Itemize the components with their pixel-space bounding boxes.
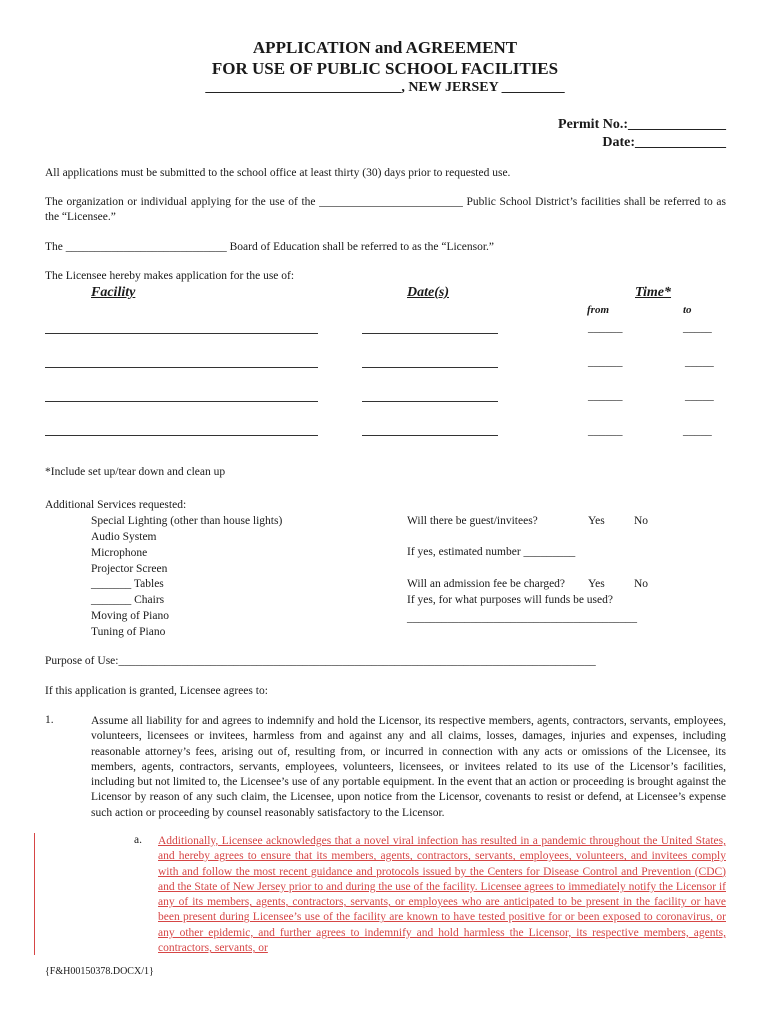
facility-field[interactable]: [45, 333, 318, 334]
document-footer-id: {F&H00150378.DOCX/1}: [45, 966, 154, 977]
document-title-location: ____________________________, NEW JERSEY _________: [205, 80, 565, 95]
organization-paragraph: The organization or individual applying for the use of the _________________________ Public School District’s facilities shall be referred to as the “Licensee.”: [45, 196, 726, 224]
additional-services-heading: Additional Services requested:: [45, 499, 187, 511]
date-field[interactable]: [362, 435, 498, 436]
date-field[interactable]: [362, 367, 498, 368]
time-to-label: to: [683, 304, 692, 316]
admission-yes-option[interactable]: Yes: [588, 578, 605, 590]
time-to-field[interactable]: _____: [685, 390, 714, 402]
facility-field[interactable]: [45, 435, 318, 436]
service-item: Tuning of Piano: [91, 626, 166, 638]
time-to-field[interactable]: _____: [683, 425, 712, 437]
application-intro: The Licensee hereby makes application for the use of:: [45, 270, 295, 282]
revision-change-bar: [34, 833, 35, 955]
document-title-line2: FOR USE OF PUBLIC SCHOOL FACILITIES: [211, 59, 559, 78]
service-item-tables[interactable]: _______ Tables: [91, 578, 164, 590]
facility-field[interactable]: [45, 401, 318, 402]
time-from-field[interactable]: ______: [588, 322, 623, 334]
service-item: Special Lighting (other than house lights): [91, 515, 283, 527]
item-1-number: 1.: [45, 714, 54, 726]
funds-question: If yes, for what purposes will funds be used?: [407, 594, 613, 606]
funds-purpose-field[interactable]: ________________________________________: [407, 612, 637, 624]
time-to-field[interactable]: _____: [683, 322, 712, 334]
date-field[interactable]: [362, 333, 498, 334]
item-1a-label: a.: [134, 834, 142, 846]
item-1a-text: Additionally, Licensee acknowledges that a novel viral infection has resulted in a pandemic throughout the United States, and hereby agrees to ensure that its members, agents, contractors, servants, employees, volunteers, and invitees comply with and follow the most recent guidance and protocols issued by the Centers for Disease Control and Prevention (CDC) and the State of New Jersey prior to and during the use of the facility. Licensee agrees to immediately notify the Licensor if any of its members, agents, contractors, servants, or employees who are anticipated to be present in the facility or have been present during Licensee’s use of the facility are known to have tested positive for or been exposed to coronavirus, or any other epidemic, and further agrees to indemnify and hold harmless the Licensor, its respective members, agents, contractors, servants, or: [158, 835, 726, 954]
time-from-field[interactable]: ______: [588, 356, 623, 368]
service-item: Audio System: [91, 531, 157, 543]
if-granted-intro: If this application is granted, Licensee agrees to:: [45, 685, 268, 697]
time-to-field[interactable]: _____: [685, 356, 714, 368]
date-field[interactable]: [362, 401, 498, 402]
thirty-day-notice: All applications must be submitted to the school office at least thirty (30) days prior to requested use.: [45, 167, 511, 179]
service-item: Projector Screen: [91, 563, 168, 575]
time-column-header: Time*: [635, 285, 672, 300]
time-from-label: from: [587, 304, 609, 316]
service-item: Moving of Piano: [91, 610, 169, 622]
facility-column-header: Facility: [91, 285, 136, 300]
time-from-field[interactable]: ______: [588, 390, 623, 402]
guests-question: Will there be guest/invitees?: [407, 515, 538, 527]
purpose-of-use-field[interactable]: Purpose of Use:___________________________________________________________________________________: [45, 655, 596, 667]
facility-field[interactable]: [45, 367, 318, 368]
document-title-line1: APPLICATION and AGREEMENT: [252, 38, 518, 57]
guests-no-option[interactable]: No: [634, 515, 649, 527]
estimated-number-field[interactable]: If yes, estimated number _________: [407, 546, 576, 558]
setup-note: *Include set up/tear down and clean up: [45, 466, 226, 478]
service-item: Microphone: [91, 547, 148, 559]
time-from-field[interactable]: ______: [588, 425, 623, 437]
dates-column-header: Date(s): [407, 285, 449, 300]
item-1-text: Assume all liability for and agrees to indemnify and hold the Licensor, its respective members, agents, contractors, servants, employees, volunteers, licensees or invitees, harmless from and against any and all claims, losses, damages, injuries and expenses, including reasonable attorney’s fees, arising out of, resulting from, or incurred in connection with any acts or omissions of the Licensee, its members, agents, contractors, servants, employees, volunteers, licensees, or invitees related to its use of the Licensor’s facilities, including but not limited to, the Licensee’s use of any portable equipment. In the event that an action or proceeding is brought against the Licensor by reason of any such claim, the Licensee, upon notice from the Licensor, covenants to resist or defend, at Licensee’s expense such action or proceeding by counsel reasonably satisfactory to the Licensor.: [91, 715, 726, 819]
guests-yes-option[interactable]: Yes: [588, 515, 605, 527]
permit-date-field[interactable]: Date:_____________: [602, 135, 726, 150]
board-paragraph: The ____________________________ Board of Education shall be referred to as the “Licensor.”: [45, 241, 495, 253]
service-item-chairs[interactable]: _______ Chairs: [91, 594, 165, 606]
permit-number-field[interactable]: Permit No.:______________: [558, 117, 726, 132]
admission-question: Will an admission fee be charged?: [407, 578, 566, 590]
admission-no-option[interactable]: No: [634, 578, 649, 590]
